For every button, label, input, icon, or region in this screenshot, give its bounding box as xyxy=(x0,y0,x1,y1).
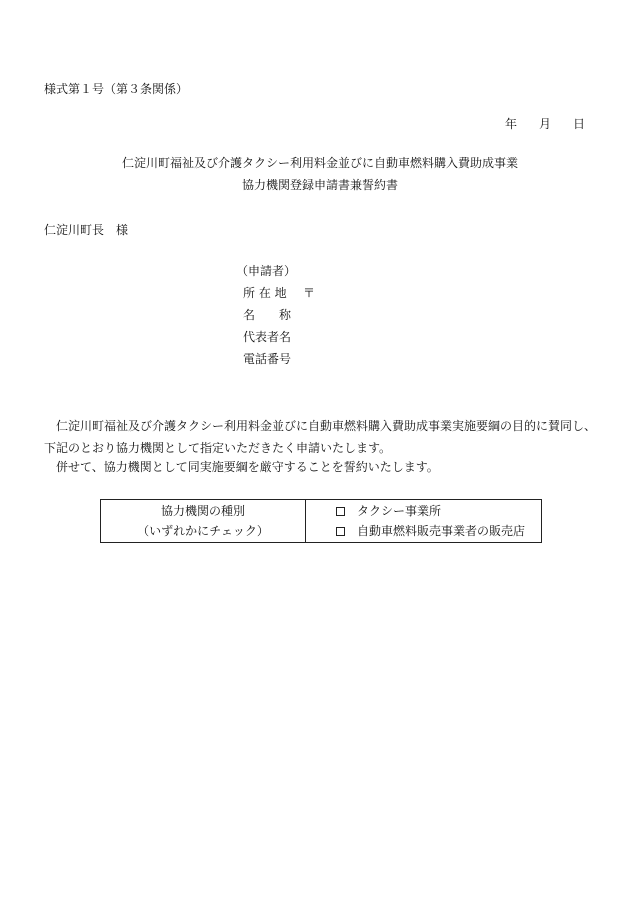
option-taxi-label: タクシー事業所 xyxy=(357,504,442,518)
document-title-line2: 協力機関登録申請書兼誓約書 xyxy=(241,178,398,192)
pledge-paragraph: 併せて、協力機関として同実施要綱を厳守することを誓約いたします。 xyxy=(56,460,439,474)
option-taxi[interactable] xyxy=(336,501,541,521)
type-options-cell xyxy=(306,500,542,543)
month-label: 月 xyxy=(539,117,552,131)
checkbox-icon[interactable] xyxy=(336,507,345,516)
option-fuel-store[interactable] xyxy=(336,521,541,541)
option-fuel-store-label: 自動車燃料販売事業者の販売店 xyxy=(357,524,526,538)
checkbox-icon[interactable] xyxy=(336,527,345,536)
day-label: 日 xyxy=(573,117,586,131)
phone-field-label: 電話番号 xyxy=(243,352,292,366)
representative-field-label: 代表者名 xyxy=(243,330,292,344)
name-field-label: 名 称 xyxy=(243,308,292,322)
form-number: 様式第１号（第３条関係） xyxy=(44,82,189,96)
document-title-line1: 仁淀川町福祉及び介護タクシー利用料金並びに自動車燃料購入費助成事業 xyxy=(121,156,518,170)
type-label: 協力機関の種別 xyxy=(160,504,245,518)
address-field-label: 所 在 地 xyxy=(243,286,287,300)
type-label-cell xyxy=(101,500,306,543)
application-paragraph: 仁淀川町福祉及び介護タクシー利用料金並びに自動車燃料購入費助成事業実施要綱の目的に賛同し、下記のとおり協力機関として指定いただきたく申請いたします。 xyxy=(44,419,597,455)
applicant-label: （申請者） xyxy=(236,264,297,278)
date-line xyxy=(505,116,585,132)
cooperation-type-table xyxy=(100,499,542,543)
year-label: 年 xyxy=(505,117,518,131)
type-label-note: （いずれかにチェック） xyxy=(137,524,269,538)
addressee: 仁淀川町長 様 xyxy=(44,223,129,237)
postal-mark: 〒 xyxy=(303,286,316,300)
